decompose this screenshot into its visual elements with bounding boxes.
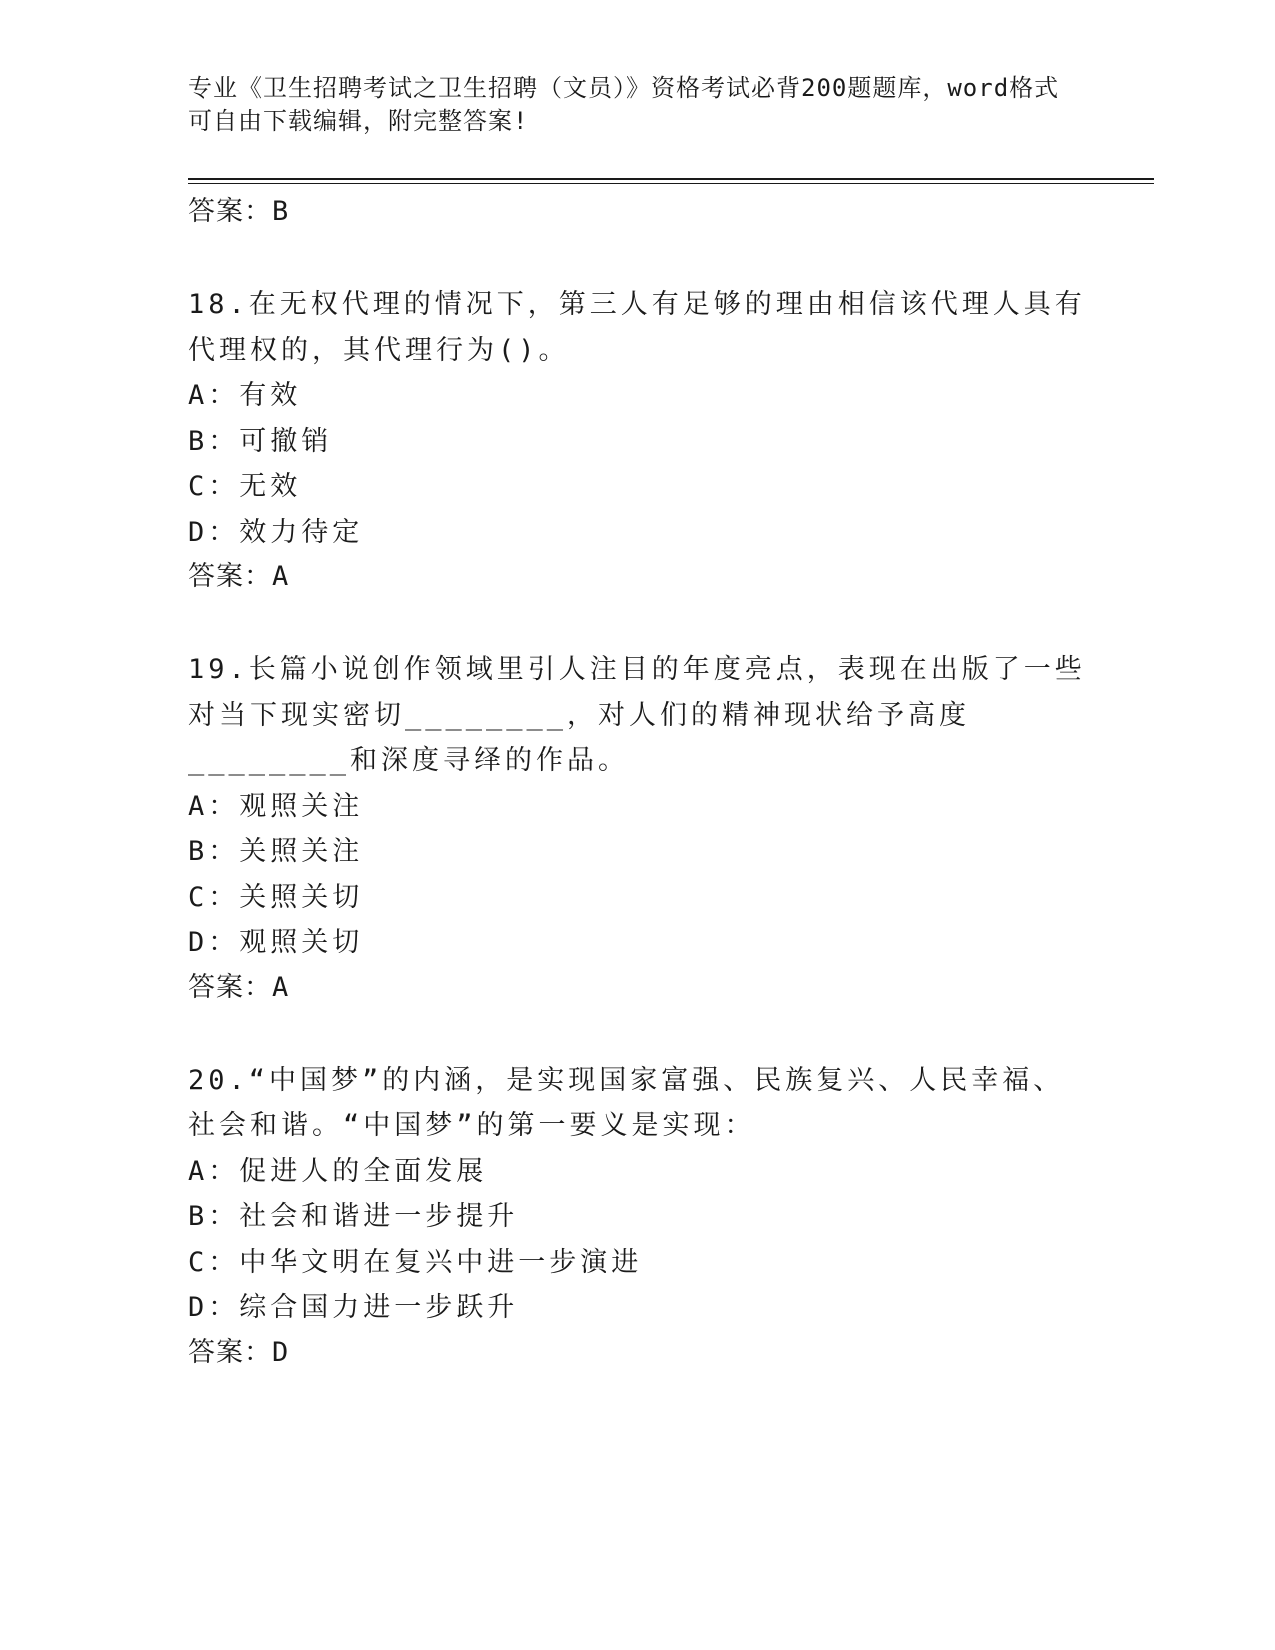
question-20: [188, 1058, 1088, 1375]
answer-line: 答案：D: [188, 1336, 290, 1368]
answer-line: 答案：B: [188, 196, 290, 227]
option-d: D：综合国力进一步跃升: [188, 1292, 519, 1323]
answer-line: 答案：A: [188, 971, 290, 1003]
option-a: A：观照关注: [188, 790, 364, 822]
question-list: [188, 190, 1088, 1375]
option-d: D：效力待定: [188, 516, 364, 548]
option-b: B：关照关注: [188, 836, 364, 867]
option-c: C：关照关切: [188, 881, 364, 913]
option-b: B：可撤销: [188, 425, 333, 457]
question-text: 20.“中国梦”的内涵，是实现国家富强、民族复兴、人民幸福、社会和谐。“中国梦”的第一要义是实现：: [188, 1064, 1065, 1141]
question-text: 18.在无权代理的情况下，第三人有足够的理由相信该代理人具有代理权的，其代理行为()。: [188, 289, 1086, 366]
header-rule: [188, 178, 1154, 180]
answer-line: 答案：A: [188, 561, 290, 592]
header-rule-thin: [188, 183, 1154, 184]
option-c: C：中华文明在复兴中进一步演进: [188, 1246, 643, 1278]
option-b: B：社会和谐进一步提升: [188, 1201, 519, 1232]
option-c: C：无效: [188, 471, 302, 502]
option-a: A：促进人的全面发展: [188, 1155, 488, 1187]
option-d: D：观照关切: [188, 927, 364, 958]
question-text: 19.长篇小说创作领域里引人注目的年度亮点，表现在出版了一些对当下现实密切________，对人们的精神现状给予高度________和深度寻绎的作品。: [188, 654, 1086, 776]
document-header: 专业《卫生招聘考试之卫生招聘（文员）》资格考试必背200题题库，word格式可自由下载编辑，附完整答案!: [188, 74, 1060, 135]
question-19: [188, 647, 1088, 1010]
question-18: [188, 282, 1088, 599]
option-a: A：有效: [188, 380, 302, 411]
